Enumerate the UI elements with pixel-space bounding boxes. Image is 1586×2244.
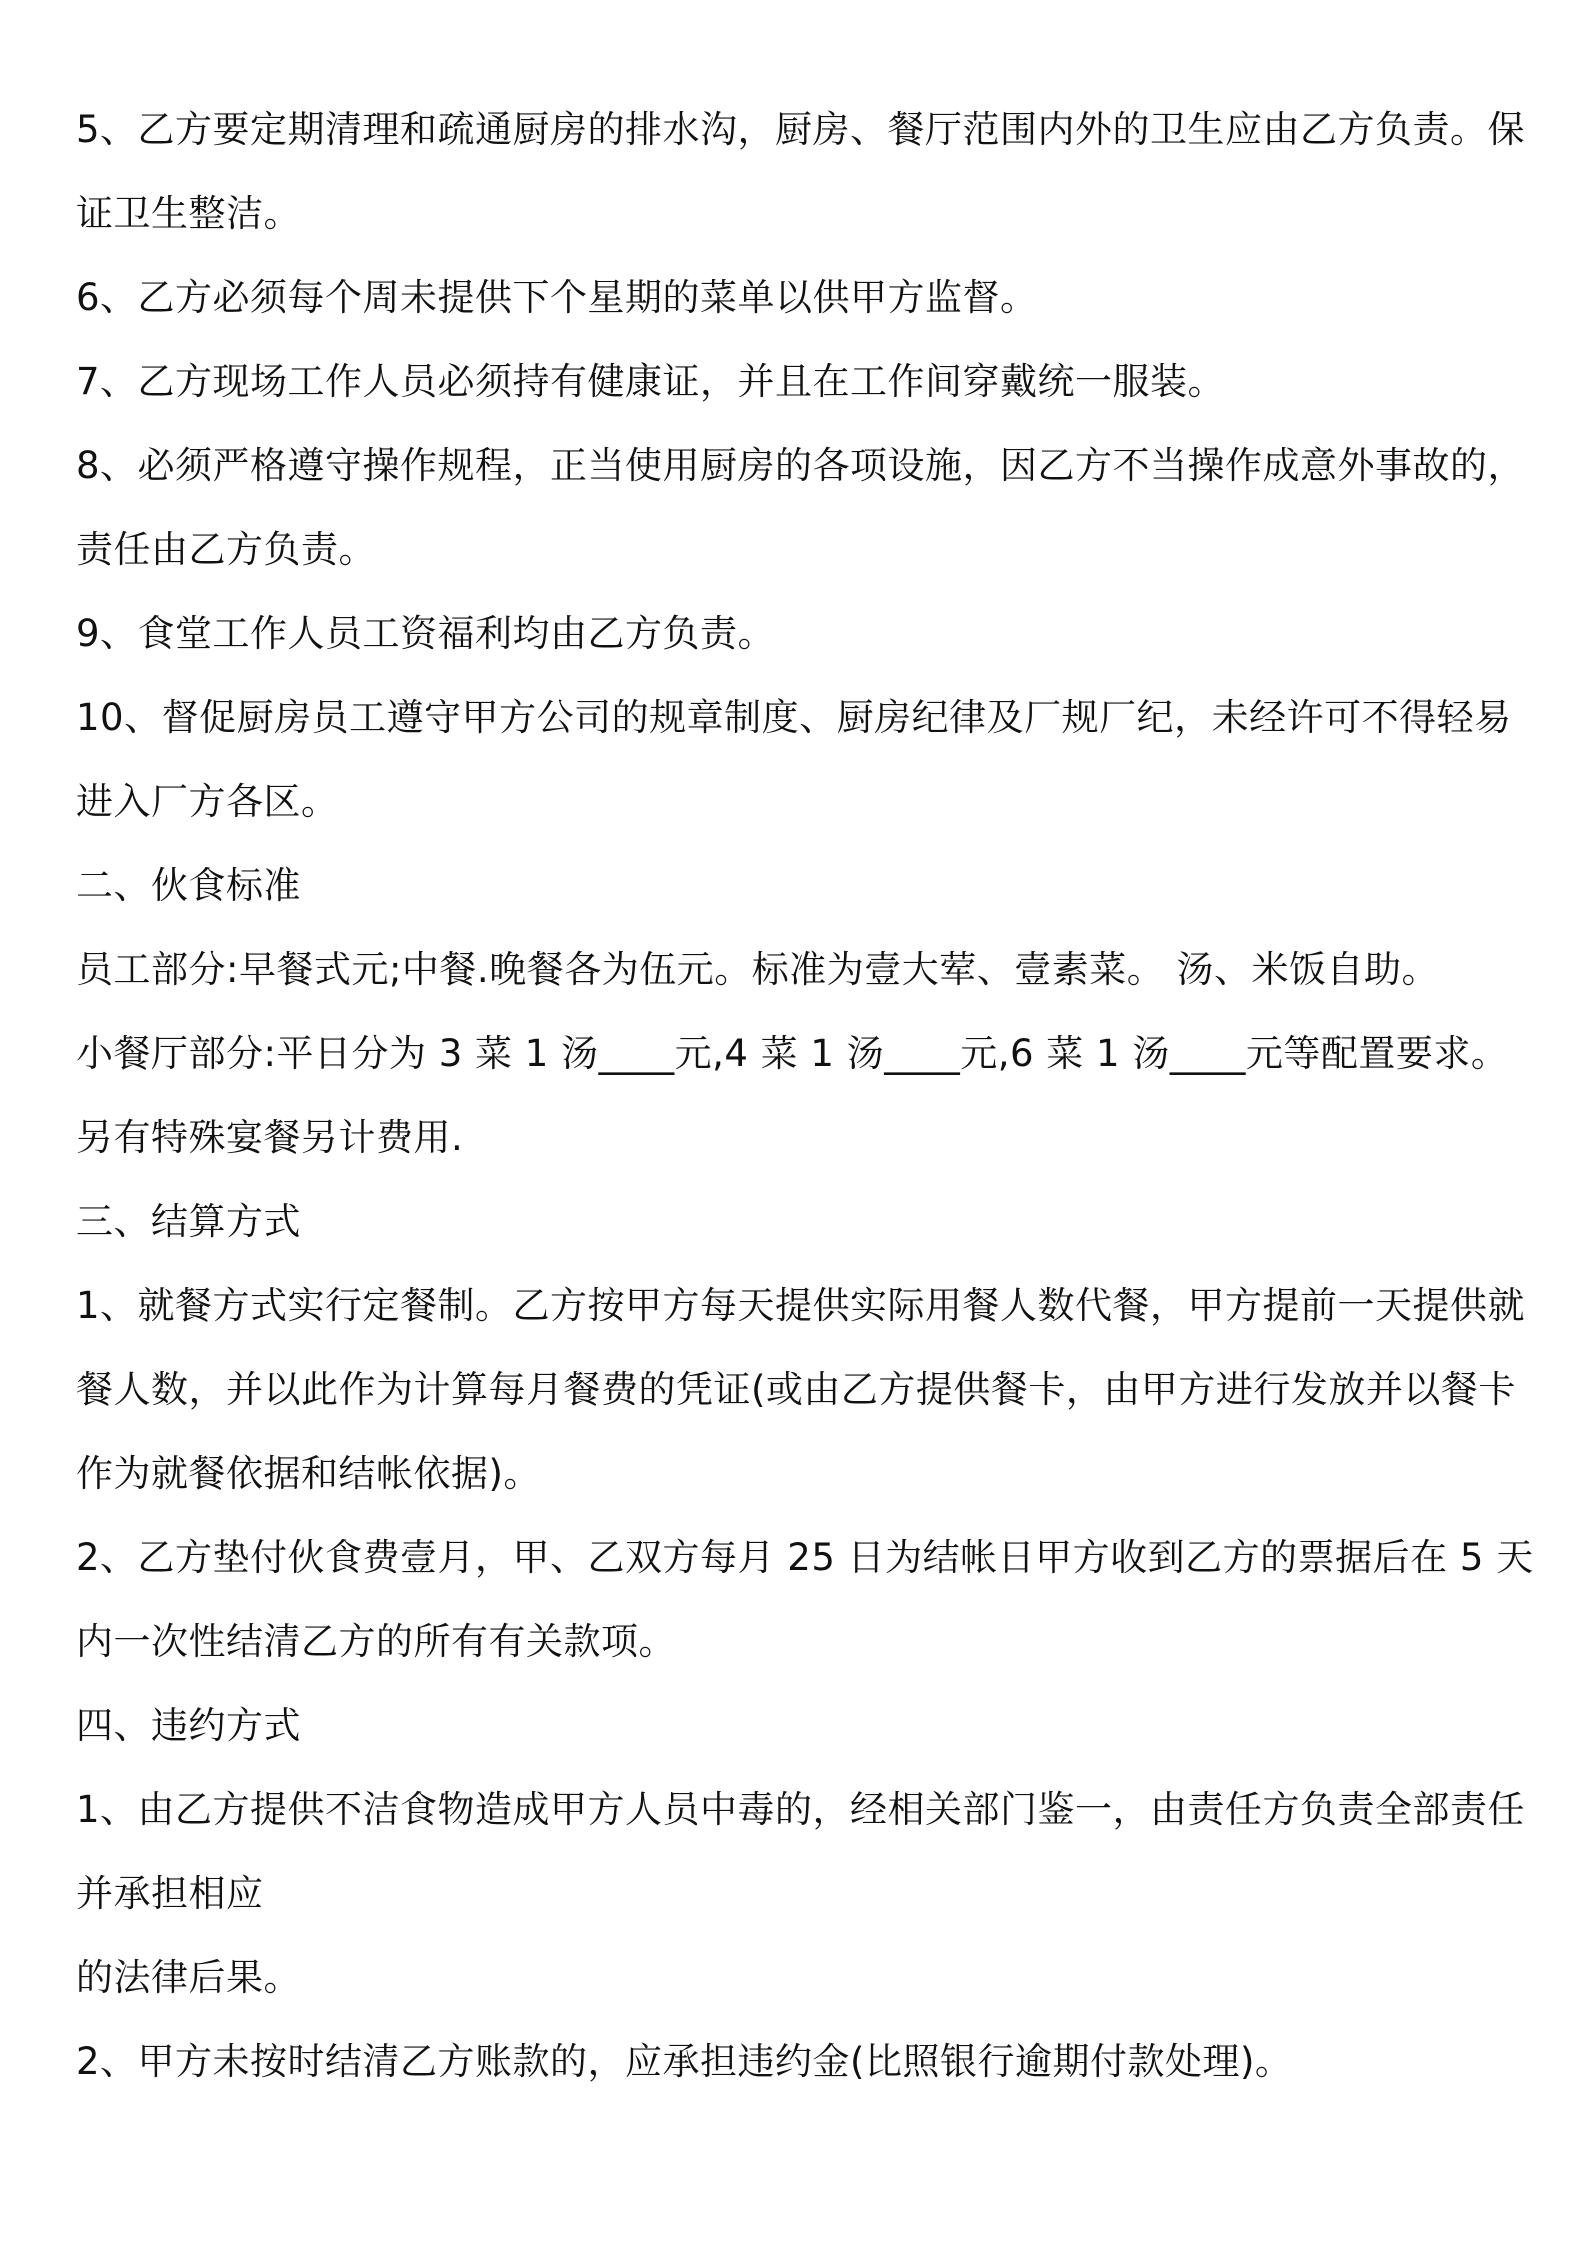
- text-line: 另有特殊宴餐另计费用.: [76, 1116, 464, 1159]
- text-line: 作为就餐依据和结帐依据)。: [76, 1452, 541, 1495]
- text-line: 10、督促厨房员工遵守甲方公司的规章制度、厨房纪律及厂规厂纪，未经许可不得轻易: [76, 696, 1512, 739]
- text-line: 的法律后果。: [76, 1956, 301, 1999]
- section-heading: 四、违约方式: [76, 1704, 301, 1747]
- text-line: 进入厂方各区。: [76, 780, 339, 823]
- text-line: 小餐厅部分:平日分为 3 菜 1 汤____元,4 菜 1 汤____元,6 菜 1 汤____元等配置要求。: [76, 1032, 1509, 1075]
- text-line: 6、乙方必须每个周未提供下个星期的菜单以供甲方监督。: [76, 276, 1038, 319]
- text-line: 7、乙方现场工作人员必须持有健康证，并且在工作间穿戴统一服装。: [76, 360, 1226, 403]
- text-line: 并承担相应: [76, 1872, 264, 1915]
- text-line: 8、必须严格遵守操作规程，正当使用厨房的各项设施，因乙方不当操作成意外事故的，: [76, 444, 1526, 487]
- text-line: 责任由乙方负责。: [76, 528, 376, 571]
- section-heading: 二、伙食标准: [76, 864, 301, 907]
- text-line: 1、由乙方提供不洁食物造成甲方人员中毒的，经相关部门鉴一，由责任方负责全部责任: [76, 1788, 1526, 1831]
- text-line: 1、就餐方式实行定餐制。乙方按甲方每天提供实际用餐人数代餐，甲方提前一天提供就: [76, 1284, 1526, 1327]
- text-line: 内一次性结清乙方的所有有关款项。: [76, 1620, 676, 1663]
- text-line: 餐人数，并以此作为计算每月餐费的凭证(或由乙方提供餐卡，由甲方进行发放并以餐卡: [76, 1368, 1516, 1411]
- text-line: 证卫生整洁。: [76, 192, 301, 235]
- text-line: 5、乙方要定期清理和疏通厨房的排水沟，厨房、餐厅范围内外的卫生应由乙方负责。保: [76, 108, 1526, 151]
- section-heading: 三、结算方式: [76, 1200, 301, 1243]
- text-line: 员工部分:早餐式元;中餐.晚餐各为伍元。标准为壹大荤、壹素菜。 汤、米饭自助。: [76, 948, 1439, 991]
- text-line: 9、食堂工作人员工资福利均由乙方负责。: [76, 612, 776, 655]
- text-line: 2、乙方垫付伙食费壹月，甲、乙双方每月 25 日为结帐日甲方收到乙方的票据后在 5 天: [76, 1536, 1534, 1579]
- text-line: 2、甲方未按时结清乙方账款的，应承担违约金(比照银行逾期付款处理)。: [76, 2040, 1293, 2083]
